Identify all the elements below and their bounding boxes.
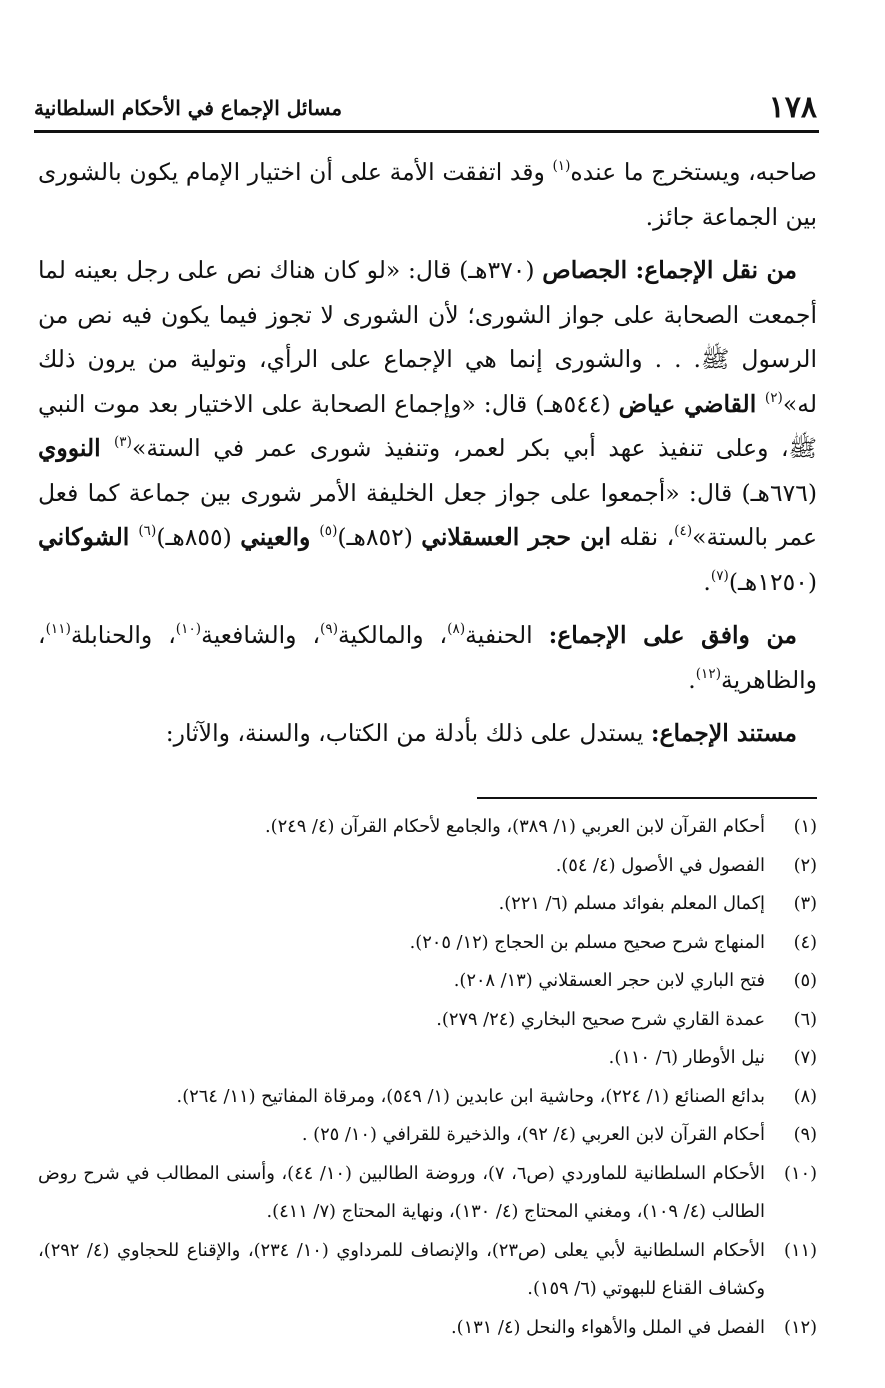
footnote-1 — [38, 808, 817, 847]
scholar-name: الشوكاني — [38, 523, 139, 551]
footnote-ref-7[interactable]: (٧) — [710, 567, 729, 584]
section-heading-basis: مستند الإجماع: — [650, 719, 797, 747]
text-run: (١٢٥٠هـ) — [728, 567, 817, 596]
text-run: . — [703, 567, 711, 596]
text-run: (٨٥٢هـ) — [337, 523, 422, 551]
footnote-number: (٥) — [793, 970, 817, 991]
footnote-6 — [38, 1001, 817, 1040]
section-heading-agreement: من وافق على الإجماع: — [548, 621, 798, 649]
footnote-text: الفصول في الأصول (٤/ ٥٤). — [555, 854, 765, 876]
footnote-number: (١٢) — [784, 1316, 817, 1338]
page-header — [34, 86, 817, 126]
paragraph-3 — [38, 613, 817, 702]
text-run: (٣٧٠هـ) قال: «لو كان هناك نص على رجل بعينه لما أجمعت الصحابة على جواز الشورى؛ لأن الشورى لا تجوز فيما يكون فيه نص من الرسول ﷺ. . . والشورى إنما هي الإجماع على الرأي، وتولية من يرون ذلك له» — [38, 256, 818, 418]
text-run: (٨٥٥هـ) — [156, 523, 241, 551]
footnote-text: الفصل في الملل والأهواء والنحل (٤/ ١٣١). — [450, 1316, 765, 1338]
running-title: مسائل الإجماع في الأحكام السلطانية — [34, 96, 343, 120]
footnote-number: (٦) — [793, 1008, 817, 1030]
footnote-5 — [38, 962, 817, 1001]
text-run: صاحبه، ويستخرج ما عنده — [570, 158, 817, 186]
footnote-7 — [38, 1039, 817, 1078]
footnote-2 — [38, 847, 817, 886]
footnote-text: عمدة القاري شرح صحيح البخاري (٢٤/ ٢٧٩). — [436, 1008, 765, 1030]
footnote-number: (٧) — [793, 1047, 817, 1068]
text-run: ، والشافعية — [201, 621, 321, 649]
footnote-text: إكمال المعلم بفوائد مسلم (٦/ ٢٢١). — [498, 893, 765, 914]
footnote-ref-6[interactable]: (٦) — [138, 522, 157, 539]
footnote-number: (١٠) — [784, 1162, 817, 1184]
scholar-name: النووي — [38, 434, 114, 462]
footnote-number: (٩) — [793, 1124, 817, 1145]
footnote-number: (٨) — [793, 1085, 817, 1107]
footnote-11 — [38, 1232, 817, 1309]
text-run: وقد اتفقت الأمة على أن اختيار الإمام يكون بالشورى بين الجماعة جائز. — [38, 158, 817, 231]
footnote-text: أحكام القرآن لابن العربي (١/ ٣٨٩)، والجامع لأحكام القرآن (٤/ ٢٤٩). — [265, 816, 765, 837]
paragraph-4 — [38, 711, 817, 756]
main-text — [38, 150, 817, 765]
footnote-9 — [38, 1116, 817, 1155]
footnote-number: (٤) — [793, 931, 817, 953]
footnote-ref-8[interactable]: (٨) — [447, 620, 466, 637]
footnote-8 — [38, 1078, 817, 1117]
text-run: الحنفية — [465, 621, 549, 649]
footnote-text: فتح الباري لابن حجر العسقلاني (١٣/ ٢٠٨). — [453, 970, 765, 991]
scholar-name: القاضي عياض — [618, 389, 765, 418]
footnote-text: الأحكام السلطانية لأبي يعلى (ص٢٣)، والإنصاف للمرداوي (١٠/ ٢٣٤)، والإقناع للحجاوي (٤/ ٢٩٢)، وكشاف القناع للبهوتي (٦/ ١٥٩). — [38, 1239, 765, 1299]
scholar-name: والعيني — [240, 523, 320, 551]
footnote-number: (١) — [793, 816, 817, 837]
text-run: (٦٧٦هـ) قال: «أجمعوا على جواز جعل الخليفة الأمر شورى بين جماعة كما فعل عمر بالستة» — [38, 478, 817, 551]
footnote-separator — [477, 797, 817, 799]
text-run: ، نقله — [611, 523, 675, 551]
paragraph-1 — [38, 150, 817, 239]
footnote-10 — [38, 1155, 817, 1232]
footnote-ref-11[interactable]: (١١) — [45, 620, 71, 637]
footnote-ref-1[interactable]: (١) — [552, 157, 571, 174]
paragraph-2 — [38, 248, 817, 604]
footnotes — [38, 808, 817, 1347]
footnote-number: (١١) — [784, 1239, 817, 1261]
text-run: ، والمالكية — [338, 621, 448, 649]
footnote-ref-2[interactable]: (٢) — [764, 389, 783, 406]
footnote-ref-3[interactable]: (٣) — [113, 433, 132, 450]
section-heading-transmitters: من نقل الإجماع: الجصاص — [542, 256, 797, 284]
footnote-ref-10[interactable]: (١٠) — [175, 620, 202, 637]
footnote-text: بدائع الصنائع (١/ ٢٢٤)، وحاشية ابن عابدين (١/ ٥٤٩)، ومرقاة المفاتيح (١١/ ٢٦٤). — [176, 1085, 765, 1107]
footnote-text: المنهاج شرح صحيح مسلم بن الحجاج (١٢/ ٢٠٥). — [409, 931, 765, 953]
footnote-ref-5[interactable]: (٥) — [319, 522, 338, 539]
text-run: يستدل على ذلك بأدلة من الكتاب، والسنة، والآثار: — [165, 719, 651, 747]
footnote-text: نيل الأوطار (٦/ ١١٠). — [608, 1047, 765, 1068]
footnote-text: الأحكام السلطانية للماوردي (ص٦، ٧)، وروضة الطالبين (١٠/ ٤٤)، وأسنى المطالب في شرح روض الطالب (٤/ ١٠٩)، ومغني المحتاج (٤/ ١٣٠)، ونهاية المحتاج (٧/ ٤١١). — [38, 1162, 765, 1222]
text-run: (٥٤٤هـ) قال: «وإجماع الصحابة على الاختيار بعد موت النبي ﷺ، وعلى تنفيذ عهد أبي بكر لعمر، وتنفيذ شورى عمر في الستة» — [38, 389, 817, 462]
footnote-text: أحكام القرآن لابن العربي (٤/ ٩٢)، والذخيرة للقرافي (١٠/ ٢٥) . — [301, 1124, 765, 1145]
footnote-3 — [38, 885, 817, 924]
footnote-number: (٣) — [793, 893, 817, 914]
scholar-name: ابن حجر العسقلاني — [421, 523, 612, 551]
footnote-number: (٢) — [793, 854, 817, 876]
footnote-12 — [38, 1309, 817, 1348]
footnote-ref-4[interactable]: (٤) — [674, 522, 693, 539]
footnote-4 — [38, 924, 817, 963]
header-rule — [34, 130, 819, 133]
page-number: ١٧٨ — [768, 90, 817, 125]
text-run: ، والحنابلة — [70, 621, 176, 649]
footnote-ref-12[interactable]: (١٢) — [695, 665, 722, 682]
footnote-ref-9[interactable]: (٩) — [320, 620, 339, 637]
text-run: . — [688, 665, 696, 694]
text-run: ، والظاهرية — [38, 621, 817, 694]
